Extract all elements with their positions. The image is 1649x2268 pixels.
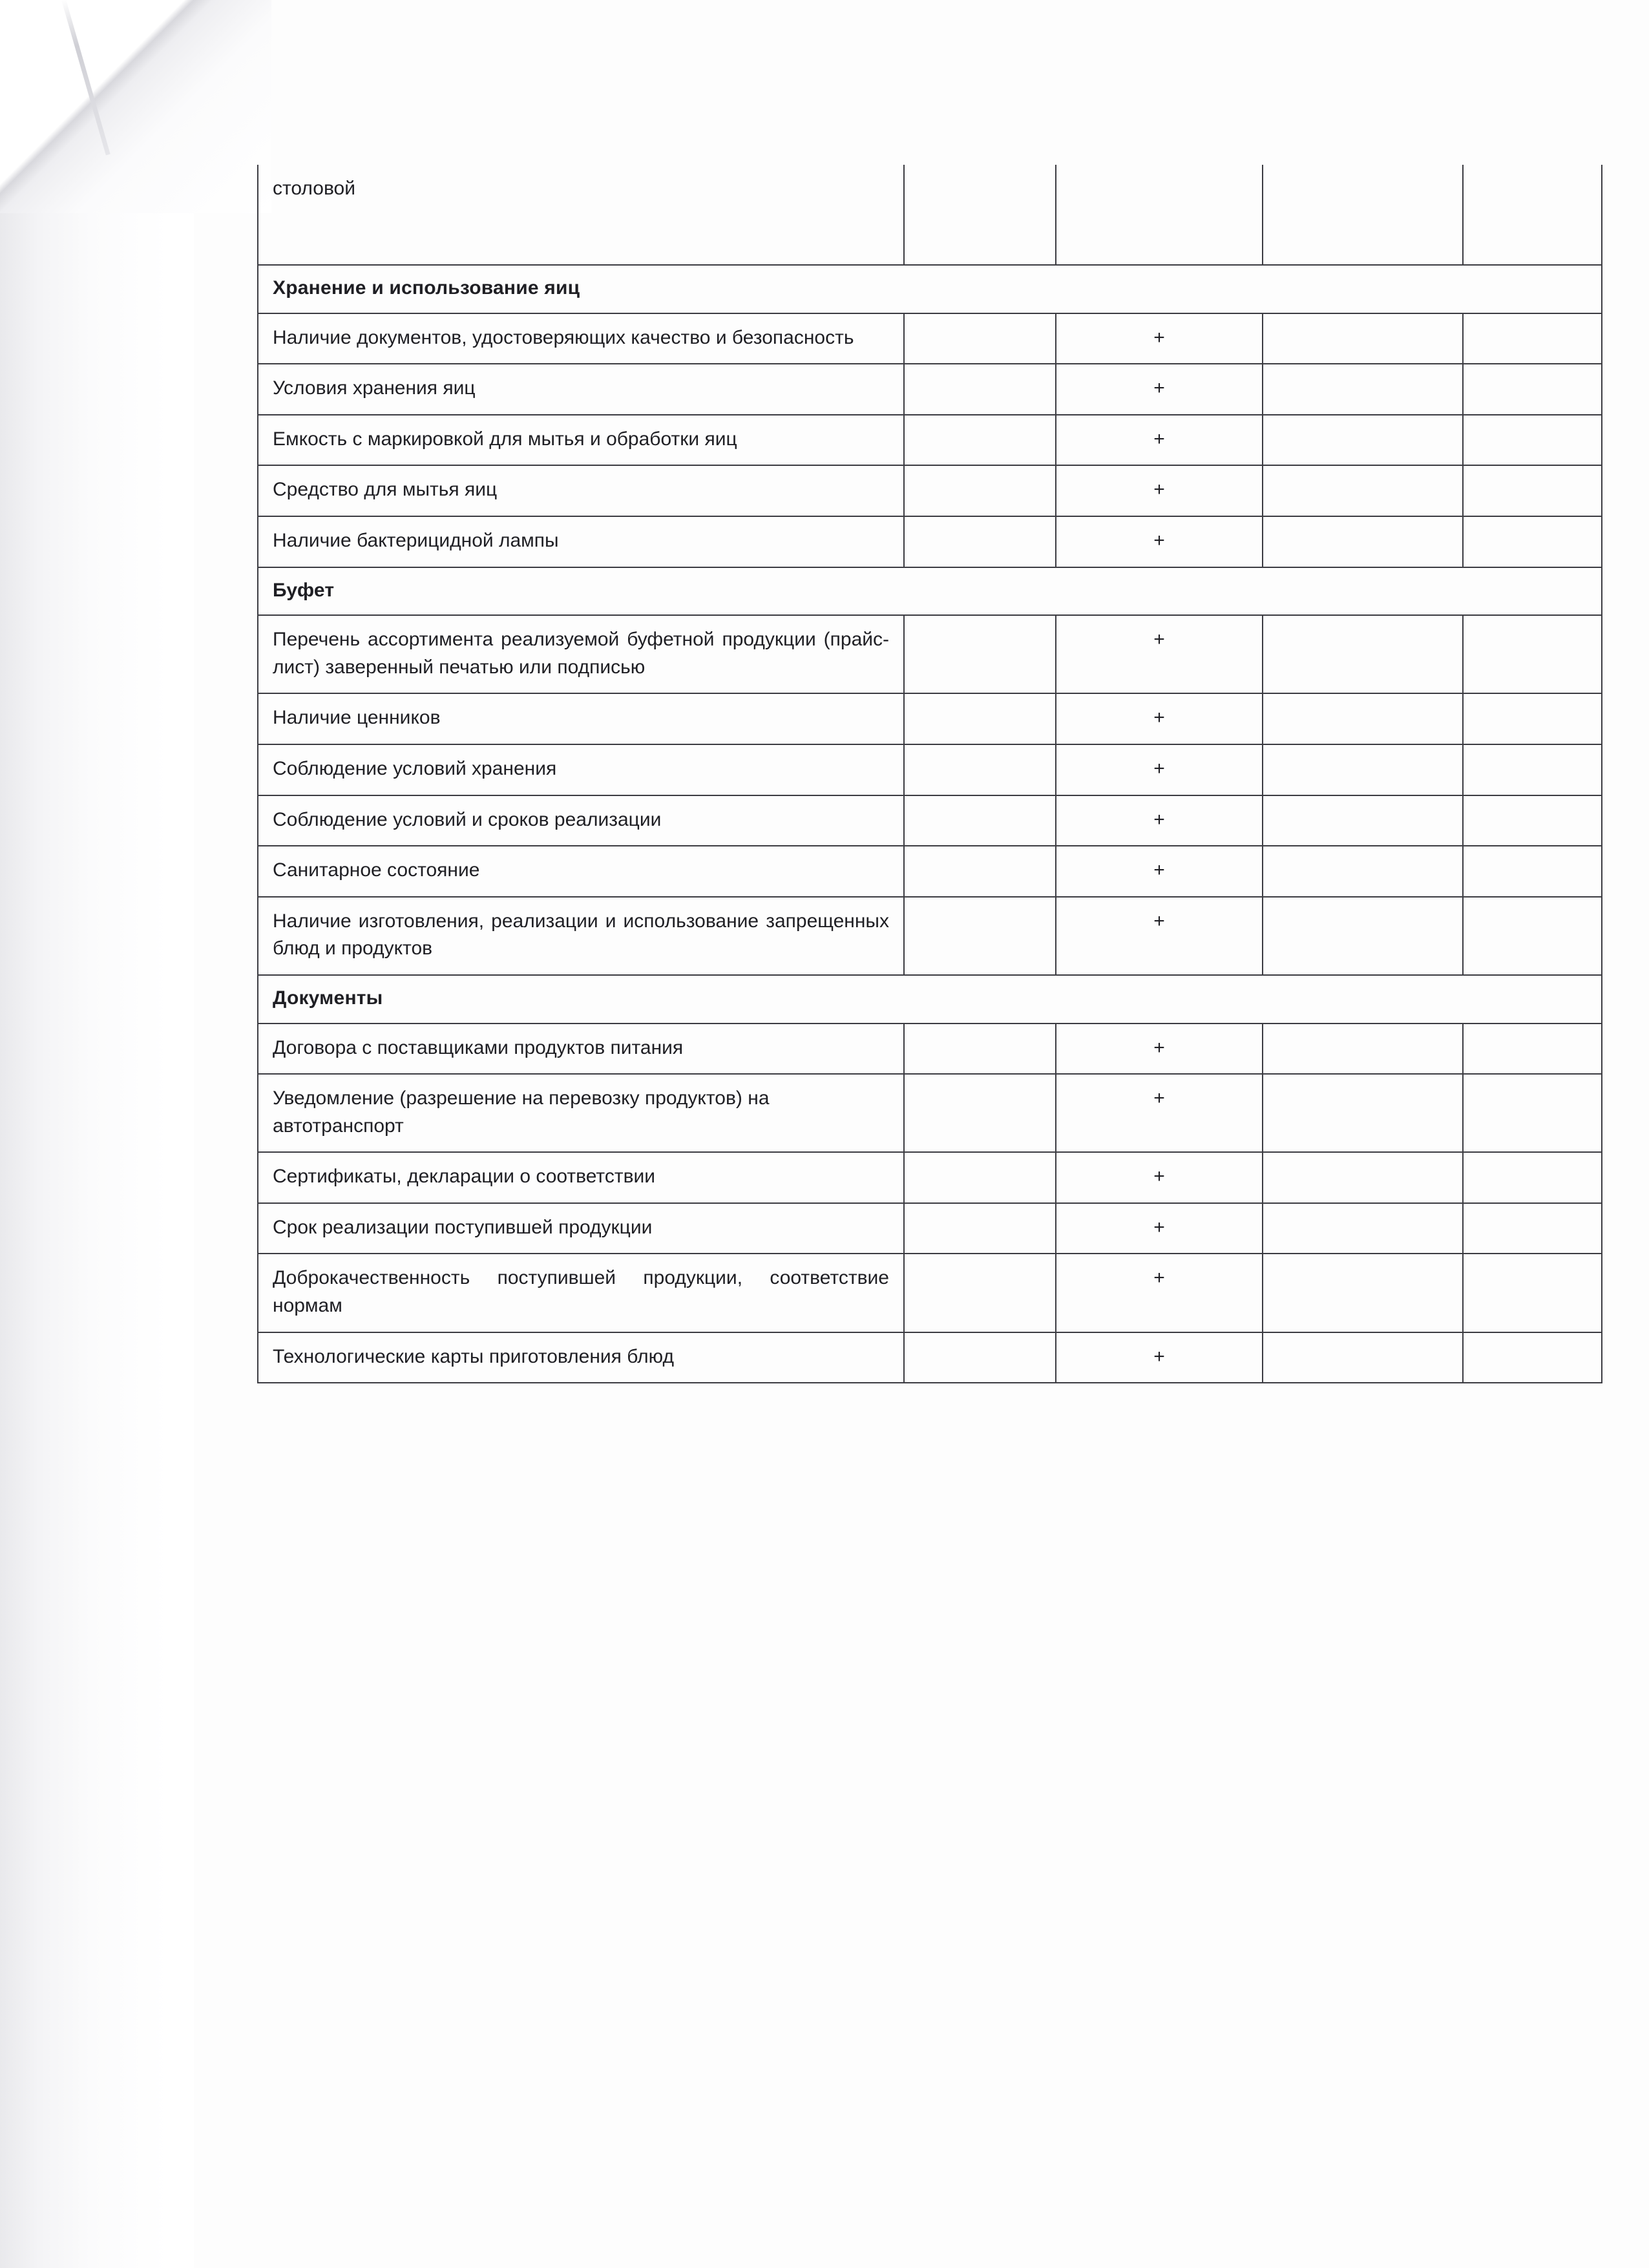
page-corner-fold: [0, 0, 271, 213]
row-label: Условия хранения яиц: [258, 364, 904, 415]
row-mark-2: +: [1056, 465, 1263, 516]
row-mark-3: [1263, 364, 1463, 415]
row-mark-1: [904, 1024, 1056, 1075]
row-mark-2: [1056, 165, 1263, 265]
row-mark-3: [1263, 516, 1463, 567]
row-label: Соблюдение условий и сроков реализации: [258, 795, 904, 846]
row-mark-3: [1263, 1203, 1463, 1254]
row-mark-2: +: [1056, 744, 1263, 795]
row-mark-3: [1263, 1332, 1463, 1383]
row-mark-1: [904, 846, 1056, 897]
row-mark-1: [904, 415, 1056, 466]
row-mark-4: [1463, 1332, 1602, 1383]
row-mark-1: [904, 465, 1056, 516]
row-mark-1: [904, 364, 1056, 415]
row-mark-3: [1263, 1024, 1463, 1075]
row-mark-2: +: [1056, 516, 1263, 567]
table-row: [258, 897, 1602, 975]
row-mark-1: [904, 165, 1056, 265]
row-label: Средство для мытья яиц: [258, 465, 904, 516]
table-row: [258, 1024, 1602, 1075]
row-mark-1: [904, 1254, 1056, 1332]
row-label: Наличие ценников: [258, 693, 904, 744]
row-mark-4: [1463, 465, 1602, 516]
row-label: столовой: [258, 165, 904, 265]
row-mark-4: [1463, 313, 1602, 364]
row-mark-3: [1263, 313, 1463, 364]
row-mark-1: [904, 795, 1056, 846]
row-mark-2: +: [1056, 693, 1263, 744]
row-mark-2: +: [1056, 1024, 1263, 1075]
row-mark-3: [1263, 897, 1463, 975]
row-mark-3: [1263, 615, 1463, 693]
row-mark-3: [1263, 415, 1463, 466]
row-label: Наличие документов, удостоверяющих качество и безопасность: [258, 313, 904, 364]
row-mark-1: [904, 1152, 1056, 1203]
row-mark-2: +: [1056, 615, 1263, 693]
row-mark-3: [1263, 693, 1463, 744]
row-mark-1: [904, 693, 1056, 744]
row-mark-2: +: [1056, 313, 1263, 364]
row-label: Санитарное состояние: [258, 846, 904, 897]
row-mark-1: [904, 615, 1056, 693]
row-mark-3: [1263, 795, 1463, 846]
row-mark-4: [1463, 1074, 1602, 1152]
row-mark-3: [1263, 1254, 1463, 1332]
row-mark-2: +: [1056, 1203, 1263, 1254]
checklist-table: [257, 165, 1602, 1383]
row-mark-3: [1263, 846, 1463, 897]
row-mark-2: +: [1056, 1074, 1263, 1152]
row-label: Соблюдение условий хранения: [258, 744, 904, 795]
row-mark-2: +: [1056, 897, 1263, 975]
table-row: [258, 415, 1602, 466]
section-title: Документы: [258, 975, 1602, 1024]
row-mark-4: [1463, 693, 1602, 744]
row-label: Емкость с маркировкой для мытья и обработки яиц: [258, 415, 904, 466]
row-mark-2: +: [1056, 415, 1263, 466]
row-mark-4: [1463, 415, 1602, 466]
table-row: [258, 313, 1602, 364]
table-row: [258, 846, 1602, 897]
row-mark-4: [1463, 165, 1602, 265]
row-mark-3: [1263, 1074, 1463, 1152]
row-mark-4: [1463, 1203, 1602, 1254]
row-label: Уведомление (разрешение на перевозку продуктов) на автотранспорт: [258, 1074, 904, 1152]
row-mark-3: [1263, 744, 1463, 795]
row-mark-4: [1463, 615, 1602, 693]
row-mark-4: [1463, 364, 1602, 415]
page-edge-shadow: [0, 0, 194, 2268]
row-mark-4: [1463, 846, 1602, 897]
row-mark-1: [904, 1074, 1056, 1152]
table-row: [258, 744, 1602, 795]
row-mark-2: +: [1056, 364, 1263, 415]
row-mark-2: +: [1056, 795, 1263, 846]
row-mark-1: [904, 1332, 1056, 1383]
row-mark-4: [1463, 1254, 1602, 1332]
table-row: [258, 1254, 1602, 1332]
table-row: [258, 165, 1602, 265]
row-mark-4: [1463, 897, 1602, 975]
table-row: [258, 516, 1602, 567]
section-title: Буфет: [258, 567, 1602, 616]
row-label: Срок реализации поступившей продукции: [258, 1203, 904, 1254]
row-mark-2: +: [1056, 846, 1263, 897]
row-label: Технологические карты приготовления блюд: [258, 1332, 904, 1383]
table-row: [258, 465, 1602, 516]
row-mark-2: +: [1056, 1332, 1263, 1383]
row-mark-1: [904, 516, 1056, 567]
row-mark-2: +: [1056, 1254, 1263, 1332]
row-mark-4: [1463, 1152, 1602, 1203]
row-label: Договора с поставщиками продуктов питания: [258, 1024, 904, 1075]
row-mark-4: [1463, 1024, 1602, 1075]
table-row: [258, 615, 1602, 693]
row-mark-1: [904, 313, 1056, 364]
section-row: [258, 975, 1602, 1024]
row-label: Наличие изготовления, реализации и использование запрещенных блюд и продуктов: [258, 897, 904, 975]
table-row: [258, 1074, 1602, 1152]
row-label: Доброкачественность поступившей продукции, соответствие нормам: [258, 1254, 904, 1332]
row-mark-1: [904, 897, 1056, 975]
table-row: [258, 693, 1602, 744]
row-mark-4: [1463, 744, 1602, 795]
row-mark-3: [1263, 1152, 1463, 1203]
row-mark-3: [1263, 465, 1463, 516]
page-corner-crease: [61, 0, 110, 155]
table-row: [258, 1203, 1602, 1254]
row-mark-2: +: [1056, 1152, 1263, 1203]
table-row: [258, 1152, 1602, 1203]
table-row: [258, 795, 1602, 846]
section-title: Хранение и использование яиц: [258, 265, 1602, 313]
row-mark-4: [1463, 516, 1602, 567]
row-mark-4: [1463, 795, 1602, 846]
table-row: [258, 1332, 1602, 1383]
row-mark-3: [1263, 165, 1463, 265]
section-row: [258, 567, 1602, 616]
table-row: [258, 364, 1602, 415]
row-label: Наличие бактерицидной лампы: [258, 516, 904, 567]
section-row: [258, 265, 1602, 313]
row-label: Перечень ассортимента реализуемой буфетной продукции (прайс-лист) заверенный печатью или подписью: [258, 615, 904, 693]
row-mark-1: [904, 1203, 1056, 1254]
row-mark-1: [904, 744, 1056, 795]
row-label: Сертификаты, декларации о соответствии: [258, 1152, 904, 1203]
